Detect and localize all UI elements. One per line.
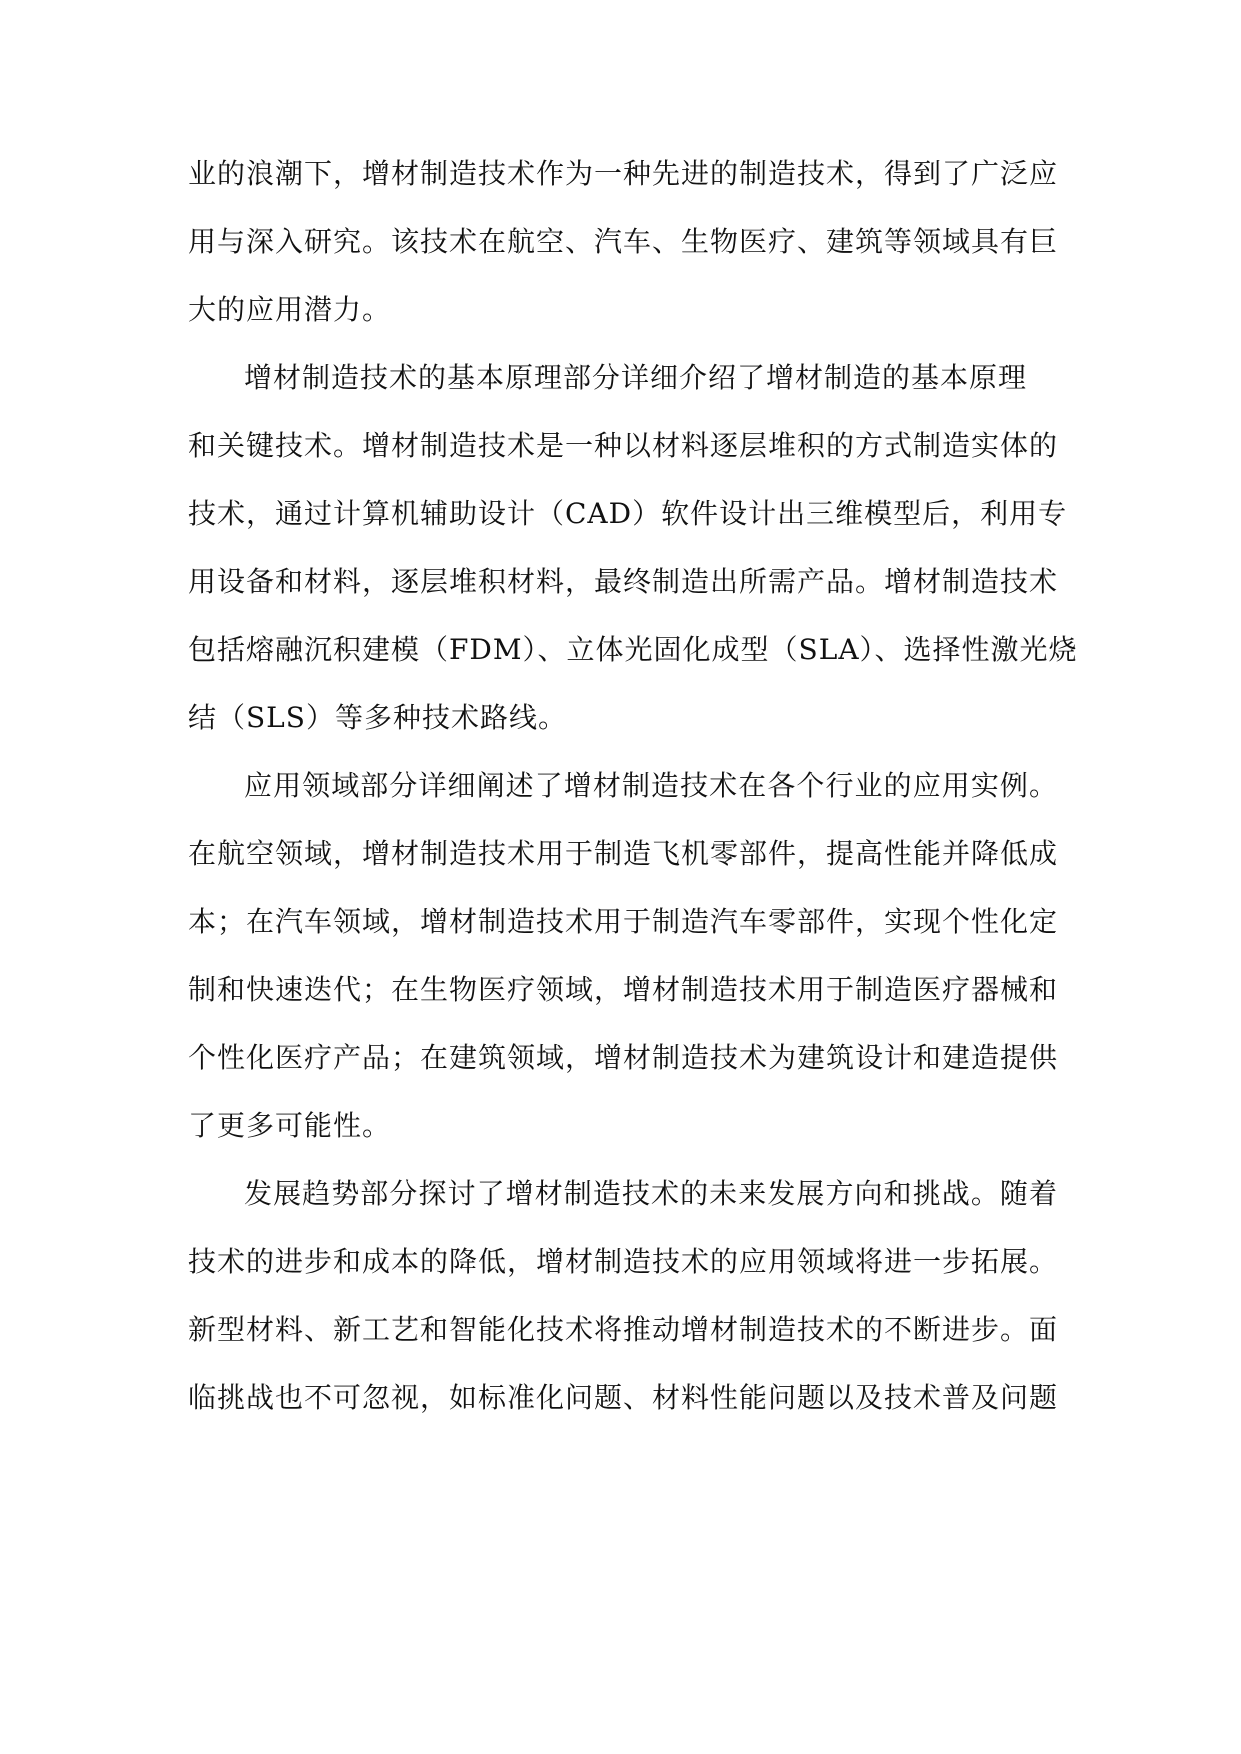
text-line: 了更多可能性。: [188, 1109, 392, 1142]
text-line: 发展趋势部分探讨了增材制造技术的未来发展方向和挑战。随着: [244, 1177, 1058, 1210]
body-text: [188, 140, 1078, 1432]
text-line: 和关键技术。增材制造技术是一种以材料逐层堆积的方式制造实体的: [188, 429, 1059, 462]
text-line: 用设备和材料，逐层堆积材料，最终制造出所需产品。增材制造技术: [188, 565, 1059, 598]
text-line: 技术，通过计算机辅助设计（CAD）软件设计出三维模型后，利用专: [188, 497, 1068, 530]
text-line: 大的应用潜力。: [188, 293, 392, 326]
text-line: 用与深入研究。该技术在航空、汽车、生物医疗、建筑等领域具有巨: [188, 225, 1059, 258]
text-line: 临挑战也不可忽视，如标准化问题、材料性能问题以及技术普及问题: [188, 1381, 1059, 1414]
text-line: 在航空领域，增材制造技术用于制造飞机零部件，提高性能并降低成: [188, 837, 1059, 870]
text-line: 业的浪潮下，增材制造技术作为一种先进的制造技术，得到了广泛应: [188, 157, 1059, 190]
text-line: 制和快速迭代；在生物医疗领域，增材制造技术用于制造医疗器械和: [188, 973, 1059, 1006]
text-line: 应用领域部分详细阐述了增材制造技术在各个行业的应用实例。: [244, 769, 1058, 802]
text-line: 本；在汽车领域，增材制造技术用于制造汽车零部件，实现个性化定: [188, 905, 1059, 938]
text-line: 新型材料、新工艺和智能化技术将推动增材制造技术的不断进步。面: [188, 1313, 1059, 1346]
text-line: 增材制造技术的基本原理部分详细介绍了增材制造的基本原理: [244, 361, 1028, 394]
text-line: 技术的进步和成本的降低，增材制造技术的应用领域将进一步拓展。: [188, 1245, 1059, 1278]
text-line: 包括熔融沉积建模（FDM）、立体光固化成型（SLA）、选择性激光烧: [188, 633, 1078, 666]
text-line: 个性化医疗产品；在建筑领域，增材制造技术为建筑设计和建造提供: [188, 1041, 1059, 1074]
text-line: 结（SLS）等多种技术路线。: [188, 701, 567, 734]
